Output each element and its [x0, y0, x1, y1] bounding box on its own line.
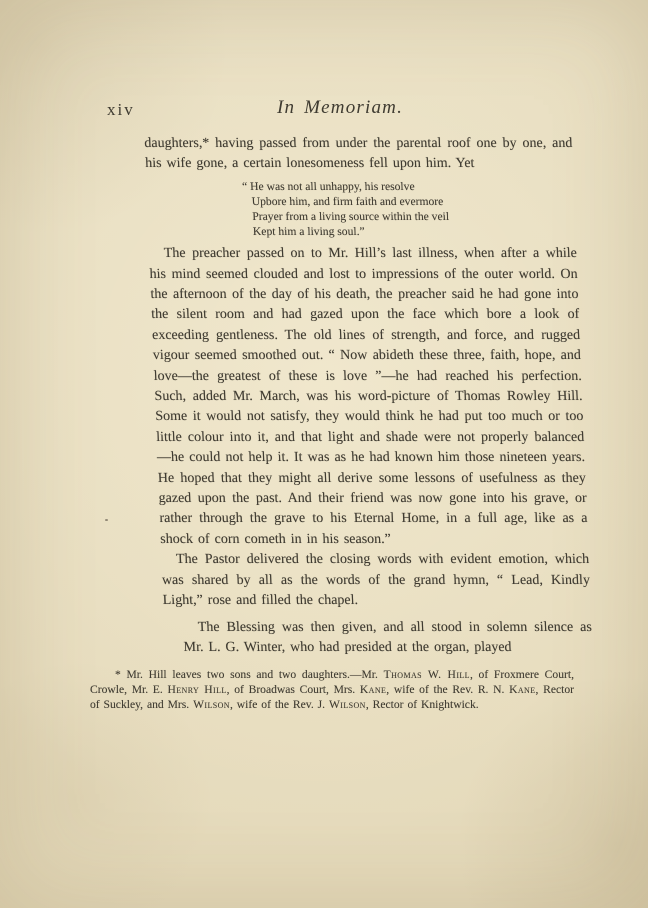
page-number: xiv [107, 100, 135, 119]
footnote-name-smallcaps: Thomas W. Hill [383, 668, 470, 682]
footnote-text-segment: , of Broadwas Court, Mrs. [226, 683, 360, 697]
verse-line: “ He was not all unhappy, his resolve [241, 179, 415, 193]
paragraph-blessing: The Blessing was then given, and all stood in solemn silence as Mr. L. G. Winter, who had presided at the organ, played [183, 619, 593, 655]
footnote-name-smallcaps: Kane [359, 683, 387, 697]
footnote [90, 667, 574, 712]
footnote-text-segment: * Mr. Hill leaves two sons and two daughters.—Mr. [115, 668, 384, 682]
footnote-text-segment: , Rector of Knightwick. [365, 698, 479, 712]
footnote-text-segment: , wife of the Rev. R. N. [386, 683, 510, 697]
paragraph-continuation: daughters,* having passed from under the parental roof one by one, and his wife gone, a certain lonesomeness fell upon him. Yet [144, 136, 573, 172]
footnote-name-smallcaps: Henry Hill [167, 683, 227, 697]
verse-line: Upbore him, and firm faith and evermore [251, 194, 444, 208]
paragraph-preacher: The preacher passed on to Mr. Hill’s last illness, when after a while his mind seemed clouded and lost to impressions of the outer world. On the afternoon of the day of his death, the preacher said he had gone into the silent room and had gazed upon the face which bore a look of exceeding gentleness. The old lines of strength, and force, and rugged vigour seemed smoothed out. “ Now abideth these three, faith, hope, and love—the greatest of these is love ”—he had reached his perfection. Such, added Mr. March, was his word-picture of Thomas Rowley Hill. Some it would not satisfy, they would think he had put too much or too little colour into it, and that light and shade were not properly balanced—he could not help it. It was as he had known him those nineteen years. He hoped that they might all derive some lessons of usefulness as they gazed upon the past. And their friend was now gone into his grave, or rather through the grave to his Eternal Home, in a full age, like as a shock of corn cometh in in his season.” [149, 246, 588, 547]
verse-line: Kept him a living soul.” [252, 225, 365, 239]
verse-line: Prayer from a living source within the veil [252, 210, 450, 223]
body-text-block [144, 134, 593, 658]
footnote-text-segment: , of Froxmere Court, Crowle, Mr. E. [90, 668, 574, 697]
text-column [90, 134, 593, 712]
footnote-text-segment: , wife of the Rev. J. [229, 698, 329, 712]
footnote-name-smallcaps: Wilson [328, 698, 366, 712]
footnote-text-segment: , Rector of Suckley, and Mrs. [90, 683, 574, 712]
footnote-name-smallcaps: Kane [509, 683, 536, 697]
footnote-name-smallcaps: Wilson [193, 698, 230, 712]
paragraph-pastor: The Pastor delivered the closing words with evident emotion, which was shared by all as the words of the grand hymn, “ Lead, Kindly Light,” rose and filled the chapel. [161, 552, 591, 609]
verse-quote [241, 179, 576, 239]
running-title: In Memoriam. [276, 97, 404, 118]
